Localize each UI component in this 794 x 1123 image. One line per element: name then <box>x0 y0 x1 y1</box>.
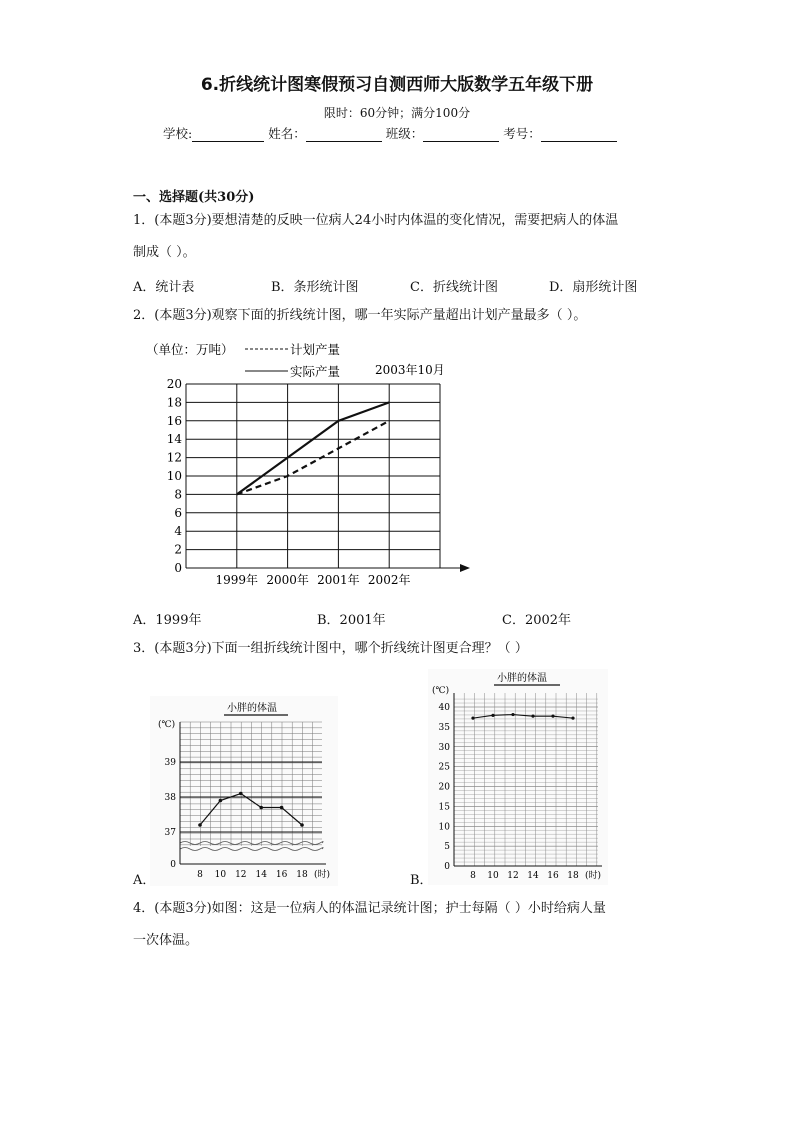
chart-a-y-tick-label: 38 <box>164 793 176 803</box>
actual-series-line <box>237 402 389 494</box>
chart-b-y-tick-label: 15 <box>438 802 450 813</box>
exam-blank[interactable] <box>541 127 617 142</box>
chart-a-x-tick-label: (时) <box>313 870 331 880</box>
section-title: 一、选择题(共30分) <box>133 190 255 205</box>
q1-line1: 1．(本题3分)要想清楚的反映一位病人24小时内体温的变化情况，需要把病人的体温 <box>133 213 619 228</box>
q3-option-b-label[interactable]: B． <box>410 873 433 888</box>
chart-a-title: 小胖的体温 <box>227 703 277 714</box>
chart-b-y-tick-label: 25 <box>438 762 450 773</box>
chart1-y-tick-label: 14 <box>166 432 182 447</box>
chart-b-x-tick-label: 14 <box>527 871 539 881</box>
school-label: 学校: <box>163 126 193 141</box>
chart1-y-tick-label: 16 <box>166 413 182 428</box>
chart1-y-tick-label: 2 <box>174 542 182 557</box>
q2-option-a[interactable]: A．1999年 <box>133 613 202 628</box>
chart-b-y-tick-label: 35 <box>438 722 450 733</box>
exam-label: 考号： <box>503 126 541 141</box>
student-info-line <box>163 124 617 142</box>
chart1-y-tick-label: 18 <box>166 395 182 410</box>
q1-option-c[interactable]: C．折线统计图 <box>410 280 498 295</box>
chart-b-data-point <box>571 717 574 720</box>
q2-option-c[interactable]: C．2002年 <box>502 613 572 628</box>
chart-b-data-point <box>471 717 474 720</box>
chart1-grid <box>186 384 440 568</box>
chart-a-x-tick-label: 14 <box>255 870 267 880</box>
chart1-y-tick-label: 0 <box>174 561 182 575</box>
chart-a-x-tick-label: 10 <box>214 870 227 880</box>
chart-a-y-tick-label: 37 <box>164 828 176 838</box>
chart-b-x-tick-label: 12 <box>507 871 519 881</box>
chart-b-data-point <box>491 714 494 717</box>
name-blank[interactable] <box>306 127 382 142</box>
chart-b-x-tick-label: (时) <box>584 871 602 881</box>
chart1-y-tick-label: 4 <box>174 524 182 539</box>
chart1-y-tick-label: 12 <box>166 450 182 465</box>
q3-text: 3．(本题3分)下面一组折线统计图中，哪个折线统计图更合理？（ ） <box>133 641 528 656</box>
legend-actual-label: 实际产量 <box>290 364 341 379</box>
chart-a-data-point <box>198 823 202 827</box>
chart1-y-tick-label: 6 <box>174 505 182 520</box>
chart-a-x-tick-label: 8 <box>197 870 203 880</box>
chart-b-data-point <box>551 715 554 718</box>
chart-b-x-tick-label: 16 <box>547 871 559 881</box>
chart1-x-tick-label: 2002年 <box>367 573 411 587</box>
chart-a-data-point <box>280 806 284 810</box>
chart-b-x-tick-label: 18 <box>567 871 579 881</box>
chart-a-x-tick-label: 12 <box>235 870 247 880</box>
q2-text: 2．(本题3分)观察下面的折线统计图，哪一年实际产量超出计划产量最多（ ）。 <box>133 308 587 323</box>
class-label: 班级： <box>385 126 424 141</box>
legend-planned-label: 计划产量 <box>290 342 341 357</box>
chart-b-x-tick-label: 10 <box>487 871 499 881</box>
chart-b-x-tick-label: 8 <box>470 871 476 881</box>
chart-b-y-tick-label: 5 <box>444 842 450 853</box>
name-label: 姓名： <box>268 126 306 141</box>
chart1-x-tick-label: 2001年 <box>317 573 360 587</box>
q1-line2: 制成（ ）。 <box>133 245 196 260</box>
q4-line1: 4．(本题3分)如图：这是一位病人的体温记录统计图；护士每隔（ ）小时给病人量 <box>133 901 606 916</box>
q1-option-a[interactable]: A．统计表 <box>133 280 195 295</box>
temperature-chart-a <box>150 696 338 886</box>
chart1-date-label: 2003年10月 <box>375 363 445 377</box>
chart-b-unit: (℃) <box>432 686 450 696</box>
chart1-x-tick-label: 1999年 <box>215 573 259 587</box>
school-blank[interactable] <box>192 127 264 142</box>
chart-b-data-point <box>531 715 534 718</box>
chart-a-data-point <box>259 806 263 810</box>
q4-line2: 一次体温。 <box>133 933 199 948</box>
class-blank[interactable] <box>423 127 499 142</box>
chart1-y-tick-label: 20 <box>166 377 182 391</box>
chart-b-y-tick-label: 10 <box>438 822 450 833</box>
temperature-chart-b <box>428 669 608 885</box>
q3-option-a-label[interactable]: A． <box>133 873 156 888</box>
q1-option-d[interactable]: D．扇形统计图 <box>549 280 638 295</box>
q1-option-b[interactable]: B．条形统计图 <box>271 280 359 295</box>
chart-a-y-tick-label: 39 <box>164 758 176 768</box>
chart-a-data-point <box>300 823 304 827</box>
chart-b-y-tick-label: 0 <box>444 862 450 872</box>
chart1-y-tick-label: 8 <box>174 487 182 502</box>
q2-option-b[interactable]: B．2001年 <box>317 613 386 628</box>
chart1-x-arrow <box>460 564 470 572</box>
chart-b-y-tick-label: 20 <box>438 782 450 793</box>
chart-a-y-tick-label: 0 <box>170 860 176 870</box>
chart1-y-tick-label: 10 <box>166 469 182 483</box>
chart-b-data-point <box>511 713 514 716</box>
chart-a-data-point <box>219 799 223 803</box>
page-subtitle: 限时：60分钟；满分100分 <box>323 106 471 120</box>
chart-b-y-tick-label: 30 <box>438 742 450 753</box>
chart1-y-ticks <box>167 377 183 575</box>
chart-a-x-tick-label: 16 <box>275 870 288 880</box>
chart-b-title: 小胖的体温 <box>497 673 547 684</box>
chart-a-x-tick-label: 18 <box>296 870 308 880</box>
page-title: 6.折线统计图寒假预习自测西师大版数学五年级下册 <box>200 75 594 95</box>
chart-a-data-point <box>239 792 243 796</box>
chart1-unit-label: （单位：万吨） <box>146 342 234 357</box>
production-line-chart <box>140 338 480 594</box>
chart1-x-ticks <box>216 572 411 587</box>
chart1-x-tick-label: 2000年 <box>266 573 309 587</box>
chart-b-y-tick-label: 40 <box>438 703 450 713</box>
chart-a-unit: (℃) <box>158 720 176 730</box>
